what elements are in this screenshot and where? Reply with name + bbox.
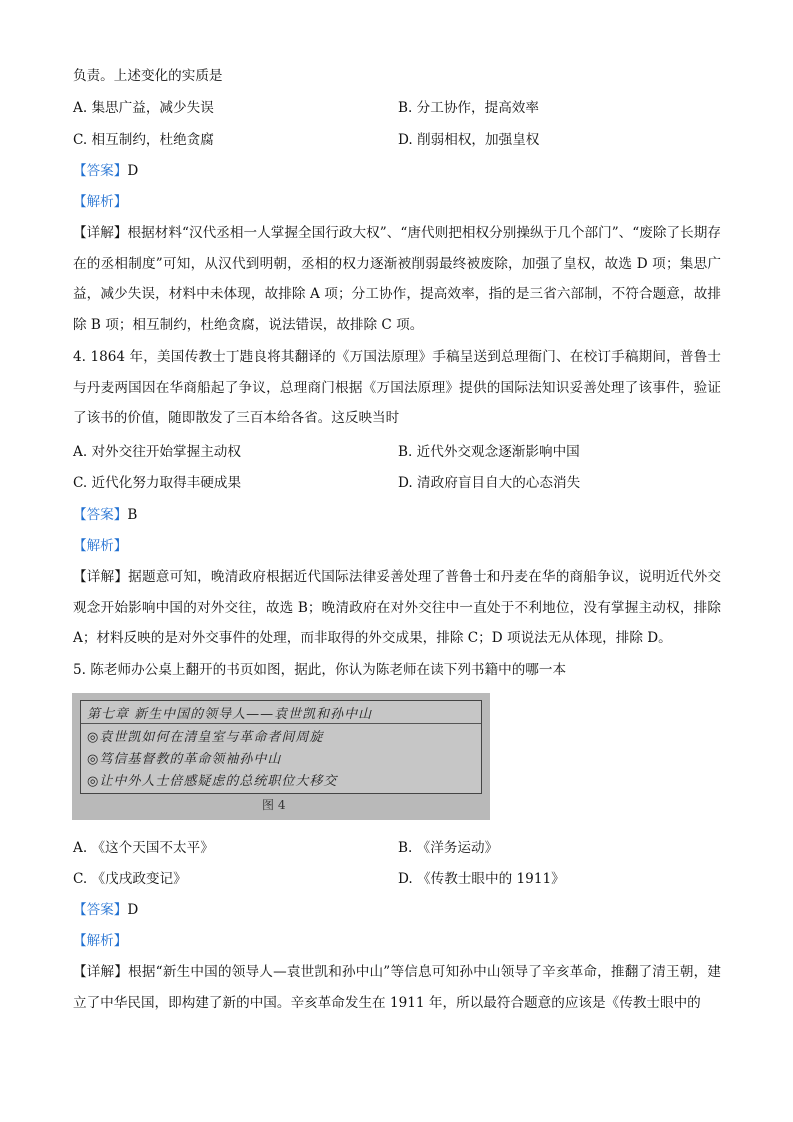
detail-tag: 【详解】: [73, 225, 128, 241]
q3-option-c: C. 相互制约，杜绝贪腐: [73, 132, 214, 148]
detail-tag: 【详解】: [73, 964, 129, 980]
figure-divider: [81, 723, 481, 724]
q3-stem-tail: 负责。上述变化的实质是: [73, 68, 223, 84]
detail-text: 根据材料“汉代丞相一人掌握全国行政大权”、“唐代则把相权分别操纵于几个部门”、“废除了长期存在的丞相制度”可知，从汉代到明朝，丞相的权力逐渐被削弱最终被废除，加强了皇权，故选 D 项；集思广益，减少失误，材料中未体现，故排除 A 项；分工协作，提高效率，指的是三省六部制，不符合题意，故排除 B 项；相互制约，杜绝贪腐，说法错误，故排除 C 项。: [73, 225, 721, 333]
answer-value: D: [127, 163, 139, 179]
q4-option-b: B. 近代外交观念逐渐影响中国: [398, 444, 580, 460]
q4-analysis-tag: [73, 536, 127, 556]
q4-answer: [73, 505, 137, 525]
figure-chapter-title: 第七章 新生中国的领导人——袁世凯和孙中山: [87, 707, 373, 722]
q5-option-a: A. 《这个天国不太平》: [73, 840, 214, 856]
analysis-tag: 【解析】: [73, 194, 128, 210]
q4-detail: [73, 562, 721, 654]
q5-answer: [73, 900, 138, 920]
q5-option-c: C. 《戊戌政变记》: [73, 871, 187, 887]
analysis-tag: 【解析】: [73, 538, 128, 554]
book-page-photo: [72, 693, 490, 820]
q5-analysis-tag: [73, 931, 127, 951]
q3-option-d: D. 削弱相权，加强皇权: [398, 132, 540, 148]
q3-analysis-tag: [73, 192, 127, 212]
answer-tag: 【答案】: [73, 163, 128, 179]
book-page-frame: [80, 700, 482, 794]
detail-text: 根据“新生中国的领导人—袁世凯和孙中山”等信息可知孙中山领导了辛亥革命，推翻了清王朝，建立了中华民国，即构建了新的中国。辛亥革命发生在 1911 年，所以最符合题意的应该是《传教士眼中的: [73, 964, 721, 1011]
q3-option-b: B. 分工协作，提高效率: [398, 100, 539, 116]
answer-value: B: [127, 507, 138, 523]
answer-tag: 【答案】: [73, 902, 128, 918]
q3-detail: [73, 218, 721, 340]
detail-tag: 【详解】: [73, 569, 129, 585]
figure-caption: 图 4: [262, 798, 286, 812]
answer-tag: 【答案】: [73, 507, 128, 523]
q5-detail: [73, 957, 721, 1018]
figure-item-2: ◎笃信基督教的革命领袖孙中山: [87, 752, 282, 767]
q5-option-d: D. 《传教士眼中的 1911》: [398, 871, 565, 887]
q4-option-d: D. 清政府盲目自大的心态消失: [398, 475, 581, 491]
q5-stem: 5. 陈老师办公桌上翻开的书页如图，据此，你认为陈老师在读下列书籍中的哪一本: [73, 662, 567, 678]
q4-option-c: C. 近代化努力取得丰硬成果: [73, 475, 242, 491]
q3-option-a: A. 集思广益，减少失误: [73, 100, 214, 116]
q5-option-b: B. 《洋务运动》: [398, 840, 499, 856]
q4-option-a: A. 对外交往开始掌握主动权: [73, 444, 241, 460]
answer-value: D: [127, 902, 139, 918]
q3-answer: [73, 161, 138, 181]
q4-stem: 4. 1864 年，美国传教士丁韪良将其翻译的《万国法原理》手稿呈送到总理衙门、在校订手稿期间，普鲁士与丹麦两国因在华商船起了争议，总理商门根据《万国法原理》提供的国际法知识妥善处理了该事件，验证了该书的价值，随即散发了三百本给各省。这反映当时: [73, 349, 721, 426]
figure-item-3: ◎让中外人士倍感疑虑的总统职位大移交: [87, 774, 338, 789]
analysis-tag: 【解析】: [73, 933, 128, 949]
figure-item-1: ◎袁世凯如何在清皇室与革命者间周旋: [87, 730, 324, 745]
detail-text: 据题意可知，晚清政府根据近代国际法律妥善处理了普鲁士和丹麦在华的商船争议，说明近代外交观念开始影响中国的对外交往，故选 B；晚清政府在对外交往中一直处于不利地位，没有掌握主动权，排除 A；材料反映的是对外交事件的处理，而非取得的外交成果，排除 C；D 项说法无从体现，排除 D。: [73, 569, 722, 646]
